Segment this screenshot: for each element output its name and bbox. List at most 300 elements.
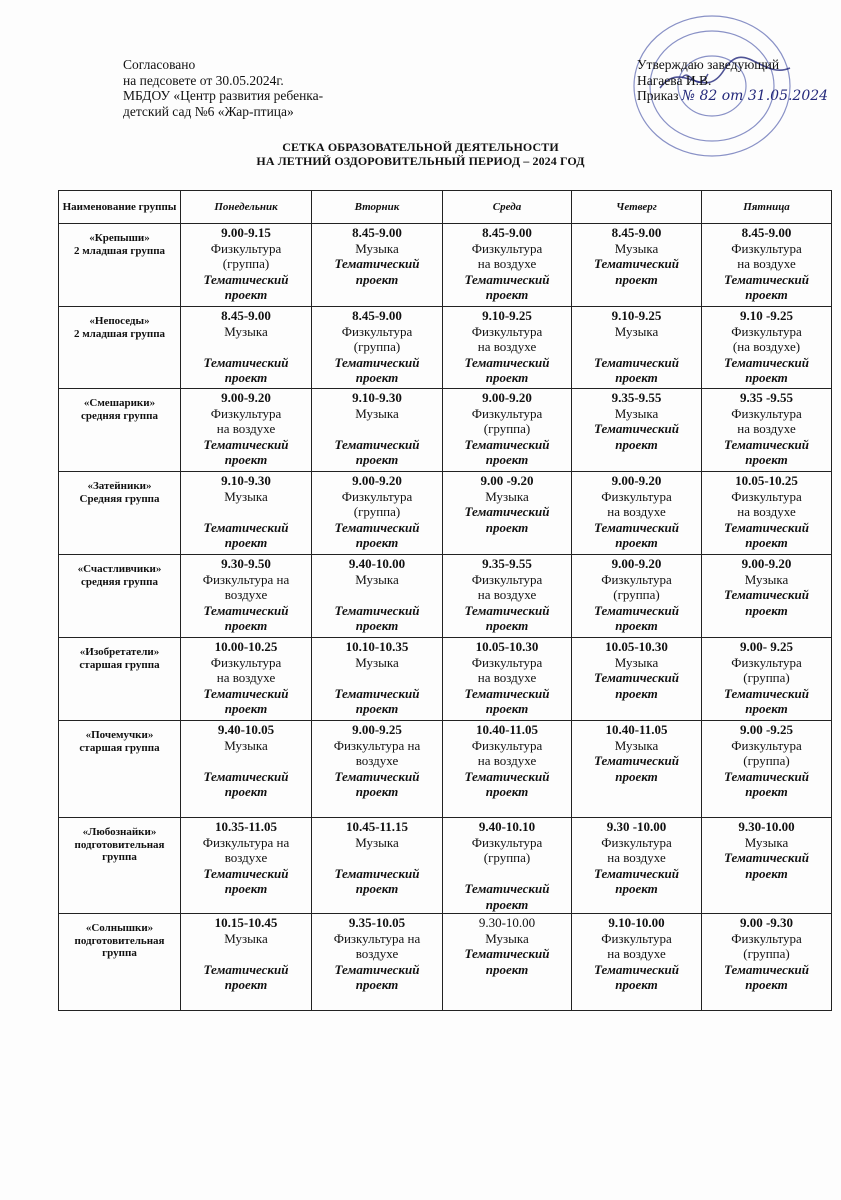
- activity-name: на воздухе: [216, 421, 276, 436]
- activity-name: на воздухе: [607, 850, 666, 865]
- activity-name: Музыка: [355, 654, 399, 670]
- schedule-cell: [443, 224, 572, 307]
- thematic-project-label: Тематический: [464, 436, 550, 452]
- activity-time: 9.35-9.55: [482, 556, 532, 571]
- thematic-project-label: Тематический: [203, 519, 289, 535]
- activity-time: 10.45-11.15: [345, 819, 409, 834]
- activity-time: 8.45-9.00: [741, 225, 792, 240]
- activity-name: на воздухе: [607, 504, 666, 519]
- thematic-project-label: Тематический: [334, 354, 420, 370]
- activity-name: Физкультура: [471, 240, 543, 256]
- activity-name: воздухе: [224, 587, 268, 602]
- thematic-project-label: проект: [355, 452, 399, 467]
- thematic-project-label: проект: [355, 370, 399, 385]
- thematic-project-label: проект: [355, 271, 399, 287]
- table-row: [59, 818, 832, 914]
- thematic-project-label: проект: [355, 881, 399, 896]
- activity-name: воздухе: [355, 753, 399, 768]
- group-name-cell: [59, 721, 181, 818]
- schedule-table: [58, 190, 832, 1011]
- spacer: [314, 421, 440, 437]
- group-name-line: средняя группа: [81, 575, 158, 588]
- activity-name: (группа): [483, 850, 531, 865]
- thematic-project-label: Тематический: [334, 256, 420, 271]
- activity-name: Физкультура: [731, 405, 802, 421]
- activity-time: 10.05-10.25: [735, 473, 798, 488]
- thematic-project-label: Тематический: [594, 354, 679, 370]
- table-body: [59, 224, 832, 1011]
- activity-time: 9.10-10.00: [608, 915, 665, 930]
- schedule-cell: [312, 389, 443, 472]
- group-name-line: «Затейники»: [87, 480, 152, 492]
- activity-name: Физкультура: [471, 654, 543, 670]
- thematic-project-label: Тематический: [464, 271, 550, 287]
- activity-name: воздухе: [224, 850, 268, 865]
- group-name-line: подготовительная: [74, 838, 165, 851]
- activity-name: Физкультура: [601, 571, 672, 587]
- activity-time: 8.45-9.00: [611, 225, 662, 240]
- thematic-project-label: Тематический: [464, 768, 550, 784]
- schedule-cell: [572, 472, 702, 555]
- thematic-project-label: Тематический: [203, 865, 289, 881]
- activity-time: 9.00 -9.25: [739, 722, 794, 737]
- activity-name: Физкультура: [210, 240, 282, 256]
- group-name-line: «Счастливчики»: [77, 563, 162, 575]
- activity-name: Музыка: [614, 654, 659, 670]
- thematic-project-label: Тематический: [594, 753, 679, 768]
- column-header: Среда: [443, 191, 572, 224]
- group-name-cell: [59, 472, 181, 555]
- thematic-project-label: Тематический: [334, 519, 420, 535]
- schedule-cell: [181, 307, 312, 389]
- activity-name: на воздухе: [477, 670, 537, 685]
- activity-name: на воздухе: [737, 256, 796, 271]
- table-row: [59, 472, 832, 555]
- activity-time: 9.10 -9.25: [739, 308, 794, 323]
- thematic-project-label: Тематический: [203, 768, 289, 784]
- activity-time: 10.35-11.05: [214, 819, 278, 834]
- activity-time: 10.05-10.30: [605, 639, 668, 654]
- activity-time: 10.15-10.45: [214, 915, 278, 930]
- activity-name: Физкультура на: [333, 930, 421, 946]
- thematic-project-label: проект: [615, 618, 658, 633]
- activity-time: 8.45-9.00: [482, 225, 532, 240]
- activity-time: 9.35-10.05: [348, 915, 406, 930]
- activity-name: (группа): [222, 256, 270, 271]
- thematic-project-label: Тематический: [464, 685, 550, 701]
- thematic-project-label: Тематический: [724, 587, 809, 602]
- thematic-project-label: Тематический: [594, 961, 679, 977]
- activity-time: 9.00-9.20: [611, 473, 662, 488]
- activity-name: (на воздухе): [732, 339, 801, 354]
- spacer: [314, 670, 440, 686]
- schedule-cell: [572, 914, 702, 1011]
- activity-name: Музыка: [614, 240, 659, 256]
- activity-name: Музыка: [614, 323, 659, 339]
- activity-time: 9.00-9.20: [221, 390, 271, 405]
- table-row: [59, 307, 832, 389]
- thematic-project-label: проект: [485, 519, 529, 535]
- group-name-line: группа: [102, 947, 137, 959]
- group-name-cell: [59, 307, 181, 389]
- activity-time: 9.00 -9.30: [739, 915, 794, 930]
- activity-name: (группа): [353, 339, 401, 354]
- activity-name: на воздухе: [216, 670, 276, 685]
- thematic-project-label: проект: [745, 370, 788, 385]
- activity-name: на воздухе: [737, 421, 796, 436]
- group-name-line: «Солнышки»: [85, 922, 154, 934]
- thematic-project-label: проект: [224, 287, 268, 302]
- title-line: СЕТКА ОБРАЗОВАТЕЛЬНОЙ ДЕЯТЕЛЬНОСТИ: [282, 140, 559, 154]
- activity-name: на воздухе: [737, 504, 796, 519]
- thematic-project-label: Тематический: [594, 519, 679, 535]
- activity-time: 9.40-10.10: [478, 819, 536, 834]
- activity-name: Музыка: [614, 737, 659, 753]
- thematic-project-label: Тематический: [203, 685, 289, 701]
- schedule-cell: [443, 389, 572, 472]
- activity-time: 9.10-9.30: [352, 390, 402, 405]
- thematic-project-label: Тематический: [334, 768, 420, 784]
- schedule-cell: [312, 818, 443, 914]
- activity-name: Физкультура на: [202, 834, 290, 850]
- activity-name: Физкультура: [341, 323, 413, 339]
- activity-name: Музыка: [224, 737, 268, 753]
- schedule-cell: [443, 555, 572, 638]
- activity-name: (группа): [743, 670, 790, 685]
- thematic-project-label: проект: [224, 535, 268, 550]
- approval-line: МБДОУ «Центр развития ребенка-: [123, 88, 324, 103]
- schedule-cell: [702, 721, 832, 818]
- schedule-cell: [443, 307, 572, 389]
- thematic-project-label: Тематический: [203, 602, 289, 618]
- activity-name: Музыка: [614, 405, 659, 421]
- activity-name: Физкультура на: [202, 571, 290, 587]
- thematic-project-label: Тематический: [334, 602, 420, 618]
- activity-name: (группа): [613, 587, 660, 602]
- table-header-row: [59, 191, 832, 224]
- activity-time: 8.45-9.00: [352, 308, 402, 323]
- activity-name: (группа): [483, 421, 531, 436]
- schedule-cell: [572, 389, 702, 472]
- approval-block-right: [637, 57, 828, 105]
- activity-time: 9.30-10.00: [738, 819, 795, 834]
- thematic-project-label: Тематический: [334, 685, 420, 701]
- thematic-project-label: проект: [355, 535, 399, 550]
- schedule-cell: [181, 721, 312, 818]
- activity-time: 9.00-9.15: [221, 225, 271, 240]
- thematic-project-label: Тематический: [334, 961, 420, 977]
- activity-time: 9.00-9.25: [352, 722, 402, 737]
- thematic-project-label: проект: [615, 768, 658, 784]
- thematic-project-label: проект: [485, 370, 529, 385]
- thematic-project-label: проект: [224, 881, 268, 896]
- thematic-project-label: проект: [615, 685, 658, 701]
- group-name-cell: [59, 638, 181, 721]
- title-line: НА ЛЕТНИЙ ОЗДОРОВИТЕЛЬНЫЙ ПЕРИОД – 2024 ГОД: [256, 154, 585, 168]
- thematic-project-label: проект: [224, 618, 268, 633]
- group-name-line: «Изобретатели»: [79, 646, 160, 658]
- activity-name: (группа): [743, 753, 790, 768]
- schedule-cell: [702, 472, 832, 555]
- thematic-project-label: проект: [745, 602, 788, 618]
- activity-name: Физкультура: [471, 834, 543, 850]
- group-name-line: группа: [102, 851, 137, 863]
- schedule-cell: [443, 721, 572, 818]
- activity-name: (группа): [353, 504, 401, 519]
- schedule-cell: [443, 638, 572, 721]
- activity-time: 9.35-9.55: [611, 390, 662, 405]
- activity-time: 9.40-10.05: [217, 722, 275, 737]
- schedule-cell: [572, 224, 702, 307]
- activity-time: 10.40-11.05: [605, 722, 668, 737]
- approval-block-left: [123, 57, 323, 119]
- table-row: [59, 721, 832, 818]
- thematic-project-label: проект: [355, 784, 399, 799]
- thematic-project-label: проект: [224, 977, 268, 992]
- group-name-line: «Почемучки»: [85, 729, 154, 741]
- thematic-project-label: Тематический: [203, 271, 289, 287]
- activity-time: 9.00-9.20: [611, 556, 662, 571]
- activity-name: Музыка: [224, 323, 268, 339]
- head-name: Нагаева И.В.: [637, 72, 712, 88]
- activity-time: 9.00-9.20: [482, 390, 532, 405]
- schedule-cell: [702, 818, 832, 914]
- thematic-project-label: проект: [355, 618, 399, 633]
- schedule-cell: [443, 914, 572, 1011]
- thematic-project-label: проект: [745, 535, 788, 550]
- activity-time: 9.00-9.20: [352, 473, 402, 488]
- thematic-project-label: проект: [745, 865, 788, 881]
- schedule-cell: [702, 307, 832, 389]
- activity-name: Физкультура: [731, 930, 802, 946]
- group-name-line: средняя группа: [81, 409, 158, 422]
- activity-name: Физкультура: [731, 323, 802, 339]
- schedule-cell: [702, 638, 832, 721]
- schedule-cell: [572, 307, 702, 389]
- schedule-cell: [572, 818, 702, 914]
- activity-time: 9.00-9.20: [741, 556, 792, 571]
- activity-name: Музыка: [224, 488, 268, 504]
- table-row: [59, 555, 832, 638]
- activity-time: 9.10-9.25: [611, 308, 662, 323]
- schedule-cell: [312, 914, 443, 1011]
- schedule-cell: [181, 389, 312, 472]
- activity-time: 8.45-9.00: [352, 225, 402, 240]
- thematic-project-label: проект: [224, 701, 268, 716]
- group-name-line: 2 младшая группа: [73, 244, 166, 257]
- thematic-project-label: проект: [485, 452, 529, 467]
- table-row: [59, 914, 832, 1011]
- schedule-cell: [572, 638, 702, 721]
- spacer: [183, 946, 309, 962]
- order-line: [637, 88, 828, 105]
- thematic-project-label: проект: [485, 896, 529, 912]
- table-row: [59, 224, 832, 307]
- thematic-project-label: Тематический: [203, 354, 289, 370]
- activity-time: 9.30 -10.00: [606, 819, 667, 834]
- activity-name: Физкультура: [601, 488, 672, 504]
- activity-name: Физкультура: [731, 737, 802, 753]
- activity-name: Музыка: [355, 834, 399, 850]
- group-name-cell: [59, 818, 181, 914]
- schedule-cell: [312, 721, 443, 818]
- schedule-cell: [181, 818, 312, 914]
- spacer: [183, 339, 309, 355]
- group-name-cell: [59, 555, 181, 638]
- activity-name: Физкультура: [341, 488, 413, 504]
- group-name-cell: [59, 224, 181, 307]
- group-name-line: «Любознайки»: [82, 826, 157, 838]
- schedule-cell: [181, 555, 312, 638]
- schedule-cell: [312, 555, 443, 638]
- thematic-project-label: Тематический: [203, 961, 289, 977]
- schedule-cell: [312, 638, 443, 721]
- group-name-line: «Непоседы»: [89, 315, 150, 327]
- thematic-project-label: проект: [355, 977, 399, 992]
- schedule-cell: [702, 389, 832, 472]
- thematic-project-label: проект: [745, 977, 788, 992]
- group-name-cell: [59, 389, 181, 472]
- activity-name: на воздухе: [477, 587, 537, 602]
- column-header: Вторник: [312, 191, 443, 224]
- schedule-cell: [312, 307, 443, 389]
- thematic-project-label: Тематический: [594, 865, 679, 881]
- activity-time: 9.40-10.00: [348, 556, 406, 571]
- approve-label: Утверждаю заведующий: [637, 57, 780, 72]
- schedule-cell: [181, 638, 312, 721]
- group-name-line: Средняя группа: [79, 492, 160, 505]
- thematic-project-label: Тематический: [203, 436, 289, 452]
- activity-name: Музыка: [485, 930, 529, 946]
- thematic-project-label: проект: [224, 452, 268, 467]
- spacer: [183, 504, 309, 520]
- order-number: № 82 от 31.05.2024: [681, 88, 829, 104]
- thematic-project-label: Тематический: [724, 768, 809, 784]
- table-row: [59, 638, 832, 721]
- activity-time: 9.35 -9.55: [739, 390, 794, 405]
- thematic-project-label: Тематический: [594, 602, 679, 618]
- activity-name: Физкультура: [731, 240, 802, 256]
- activity-name: Физкультура: [210, 405, 282, 421]
- thematic-project-label: Тематический: [724, 685, 809, 701]
- activity-time: 9.10-9.25: [482, 308, 532, 323]
- activity-name: Музыка: [744, 834, 789, 850]
- schedule-cell: [702, 224, 832, 307]
- spacer: [314, 850, 440, 866]
- schedule-cell: [443, 472, 572, 555]
- activity-time: 10.40-11.05: [475, 722, 539, 737]
- schedule-cell: [312, 472, 443, 555]
- thematic-project-label: Тематический: [464, 946, 550, 961]
- thematic-project-label: Тематический: [594, 256, 679, 271]
- group-name-line: старшая группа: [79, 741, 160, 754]
- thematic-project-label: проект: [224, 370, 268, 385]
- approval-line: Согласовано: [123, 57, 196, 72]
- spacer: [574, 339, 699, 355]
- activity-time: 9.00- 9.25: [739, 639, 794, 654]
- activity-name: Физкультура: [471, 405, 543, 421]
- thematic-project-label: проект: [224, 784, 268, 799]
- thematic-project-label: Тематический: [334, 865, 420, 881]
- thematic-project-label: проект: [615, 977, 658, 992]
- table-row: [59, 389, 832, 472]
- schedule-cell: [702, 555, 832, 638]
- schedule-cell: [443, 818, 572, 914]
- approval-line: на педсовете от 30.05.2024г.: [123, 72, 284, 88]
- activity-name: Физкультура на: [333, 737, 421, 753]
- activity-name: Физкультура: [471, 571, 543, 587]
- schedule-cell: [572, 721, 702, 818]
- thematic-project-label: проект: [615, 881, 658, 896]
- activity-name: Физкультура: [471, 323, 543, 339]
- order-label: Приказ: [637, 88, 679, 103]
- thematic-project-label: проект: [615, 535, 658, 550]
- column-header: Наименование группы: [59, 191, 181, 224]
- schedule-cell: [181, 914, 312, 1011]
- activity-name: Музыка: [224, 930, 268, 946]
- activity-time: 9.00 -9.20: [480, 473, 534, 488]
- schedule-cell: [572, 555, 702, 638]
- thematic-project-label: Тематический: [594, 670, 679, 685]
- activity-time: 9.30-10.00: [478, 915, 536, 930]
- activity-name: Физкультура: [601, 930, 672, 946]
- activity-time: 10.05-10.30: [475, 639, 539, 654]
- thematic-project-label: проект: [745, 452, 788, 467]
- thematic-project-label: проект: [745, 287, 788, 302]
- thematic-project-label: Тематический: [724, 519, 809, 535]
- schedule-cell: [702, 914, 832, 1011]
- spacer: [314, 587, 440, 603]
- thematic-project-label: проект: [485, 618, 529, 633]
- thematic-project-label: проект: [485, 784, 529, 799]
- activity-name: Физкультура: [731, 488, 802, 504]
- column-header: Пятница: [702, 191, 832, 224]
- thematic-project-label: Тематический: [724, 436, 809, 452]
- thematic-project-label: Тематический: [724, 354, 809, 370]
- activity-name: Музыка: [355, 240, 399, 256]
- activity-time: 8.45-9.00: [221, 308, 271, 323]
- thematic-project-label: Тематический: [464, 881, 550, 896]
- activity-time: 10.10-10.35: [345, 639, 409, 654]
- activity-name: Физкультура: [210, 654, 282, 670]
- activity-time: 9.30-9.50: [221, 556, 271, 571]
- schedule-cell: [312, 224, 443, 307]
- activity-name: на воздухе: [477, 339, 537, 354]
- activity-name: Физкультура: [471, 737, 543, 753]
- activity-name: Музыка: [355, 405, 399, 421]
- document-title: [0, 140, 841, 168]
- thematic-project-label: Тематический: [594, 421, 679, 436]
- spacer: [445, 866, 569, 882]
- thematic-project-label: проект: [485, 701, 529, 716]
- thematic-project-label: проект: [745, 701, 788, 716]
- thematic-project-label: проект: [355, 701, 399, 716]
- thematic-project-label: проект: [615, 370, 658, 385]
- activity-name: Физкультура: [731, 654, 802, 670]
- thematic-project-label: Тематический: [464, 354, 550, 370]
- spacer: [183, 753, 309, 769]
- column-header: Четверг: [572, 191, 702, 224]
- activity-name: на воздухе: [477, 753, 537, 768]
- activity-name: воздухе: [355, 946, 399, 961]
- thematic-project-label: проект: [485, 287, 529, 302]
- activity-name: на воздухе: [607, 946, 666, 961]
- thematic-project-label: Тематический: [464, 602, 550, 618]
- activity-name: Физкультура: [601, 834, 672, 850]
- activity-time: 9.10-9.30: [221, 473, 271, 488]
- thematic-project-label: Тематический: [334, 436, 420, 452]
- thematic-project-label: Тематический: [724, 850, 809, 865]
